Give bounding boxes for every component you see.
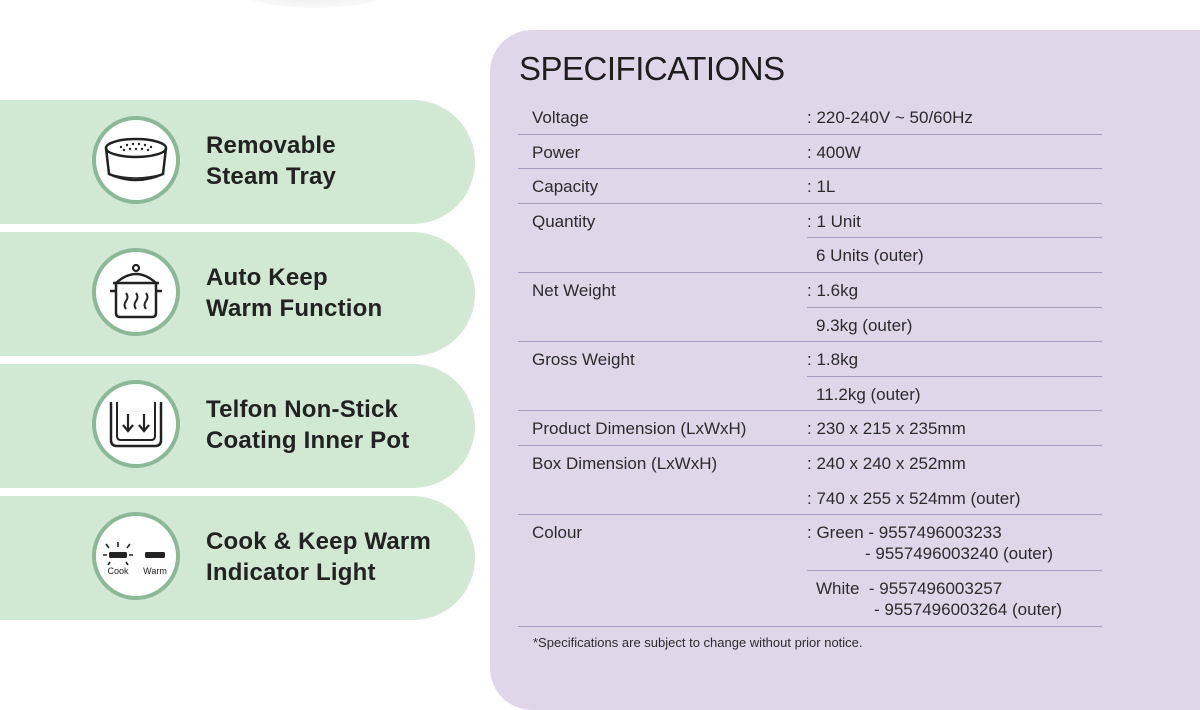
specifications-table	[518, 100, 1102, 627]
spec-label: Power	[532, 142, 581, 162]
spec-label: Colour	[532, 523, 583, 543]
feature-non-stick-pot	[0, 364, 475, 488]
spec-value	[807, 523, 1053, 564]
spec-value: : 1.8kg	[807, 350, 859, 370]
feature-removable-steam-tray	[0, 100, 475, 224]
cook-indicator-label: Cook	[107, 566, 129, 576]
feature-indicator-light	[0, 496, 475, 620]
spec-value: : 1.6kg	[807, 280, 859, 300]
spec-value: 6 Units (outer)	[816, 246, 924, 266]
feature-auto-keep-warm	[0, 232, 475, 356]
spec-row-quantity	[518, 204, 1102, 239]
spec-value: : 240 x 240 x 252mm	[807, 453, 966, 473]
warm-pot-icon	[92, 248, 180, 336]
spec-label: Box Dimension (LxWxH)	[532, 453, 718, 473]
spec-row-quantity-outer	[518, 238, 1102, 273]
feature-label-line2: Coating Inner Pot	[206, 427, 410, 454]
colour-green-code: : Green - 9557496003233	[807, 523, 1002, 543]
spec-row-gross-weight-outer	[518, 377, 1102, 412]
spec-row-colour-green	[518, 515, 1102, 571]
spec-value: : 740 x 255 x 524mm (outer)	[807, 488, 1021, 508]
colour-white-code: White - 9557496003257	[816, 579, 1003, 599]
warm-indicator-label: Warm	[143, 566, 167, 576]
feature-label	[206, 262, 466, 324]
feature-label	[206, 526, 466, 588]
spec-label: Gross Weight	[532, 350, 635, 370]
spec-label: Product Dimension (LxWxH)	[532, 419, 747, 439]
steam-tray-icon	[92, 116, 180, 204]
spec-row-net-weight	[518, 273, 1102, 308]
spec-row-gross-weight	[518, 342, 1102, 377]
feature-label	[206, 394, 466, 456]
spec-row-voltage	[518, 100, 1102, 135]
colour-green-outer-code: - 9557496003240 (outer)	[865, 544, 1054, 564]
spec-row-net-weight-outer	[518, 308, 1102, 343]
feature-label-line2: Steam Tray	[206, 163, 337, 190]
spec-value: : 230 x 215 x 235mm	[807, 419, 966, 439]
feature-label-line1: Removable	[206, 132, 336, 159]
feature-label-line1: Auto Keep	[206, 264, 328, 291]
feature-label-line2: Warm Function	[206, 295, 383, 322]
spec-row-product-dimension	[518, 411, 1102, 446]
spec-label: Quantity	[532, 211, 596, 231]
spec-row-box-dimension	[518, 446, 1102, 481]
spec-value: : 220-240V ~ 50/60Hz	[807, 108, 973, 127]
product-image-edge	[230, 0, 400, 8]
feature-label-line1: Cook & Keep Warm	[206, 528, 432, 555]
spec-row-capacity	[518, 169, 1102, 204]
spec-value: : 1L	[807, 177, 836, 197]
feature-label-line1: Telfon Non-Stick	[206, 396, 399, 423]
colour-white-outer-code: - 9557496003264 (outer)	[874, 600, 1063, 620]
spec-label: Voltage	[532, 108, 589, 127]
feature-label	[206, 130, 466, 192]
feature-label-line2: Indicator Light	[206, 559, 376, 586]
spec-label: Net Weight	[532, 280, 616, 300]
spec-value: 9.3kg (outer)	[816, 315, 913, 335]
spec-value: : 1 Unit	[807, 211, 861, 231]
spec-value	[816, 579, 1062, 620]
indicator-light-icon	[92, 512, 180, 600]
spec-row-colour-white	[518, 571, 1102, 627]
spec-row-power	[518, 135, 1102, 170]
spec-value: 11.2kg (outer)	[816, 384, 921, 404]
non-stick-pot-icon	[92, 380, 180, 468]
spec-value: : 400W	[807, 142, 861, 162]
spec-label: Capacity	[532, 177, 599, 197]
specifications-footnote: *Specifications are subject to change without prior notice.	[533, 635, 863, 650]
specifications-title: SPECIFICATIONS	[519, 50, 785, 87]
spec-row-box-dimension-outer	[518, 481, 1102, 516]
